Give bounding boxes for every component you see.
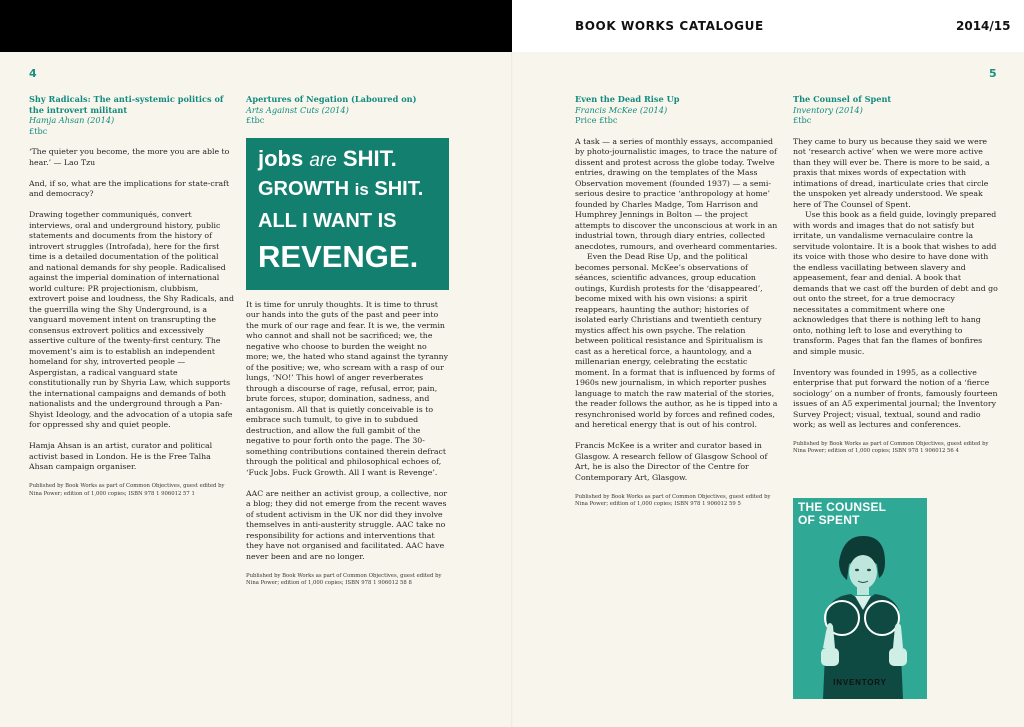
cover-label: INVENTORY bbox=[833, 678, 887, 687]
revenge-poster-image bbox=[246, 138, 449, 290]
entry-author: Inventory (2014) bbox=[793, 104, 863, 115]
entry-title: The Counsel of Spent bbox=[793, 94, 892, 104]
body-paragraph: A task — a series of monthly essays, accompanied by photo-journalistic images, to trace the nature of dissent and protest across the globe today. Twelve entries, drawing on the templates of the Mass Observation movement (founded 1937) — a semi-serious desire to practice ‘anthropology at home’ founded by Charles Madge, Tom Harrison and Humphrey Jennings in Bolton — the project attempts to discover the unconscious at work in an industrial town, through diary entries, collected anecdotes, rumours, and overheard commentaries. bbox=[575, 136, 778, 251]
body-paragraph: AAC are neither an activist group, a collective, nor a blog; they did not emerge from the recent waves of student activism in the UK nor did they involve themselves in anti-austerity struggle. AAC take no responsibility for actions and interventions that they have not organised and facilitated. AAC have never been and are no longer. bbox=[246, 488, 448, 561]
catalogue-title: BOOK WORKS CATALOGUE bbox=[575, 19, 764, 33]
portrait-figure-icon bbox=[793, 498, 927, 699]
entry-price: £tbc bbox=[29, 125, 48, 136]
publication-note: Published by Book Works as part of Common Objectives, guest edited by Nina Power; edition of 1,000 copies; ISBN 978 1 906012 59 5 bbox=[575, 493, 771, 507]
body-paragraph: And, if so, what are the implications for state-craft and democracy? bbox=[29, 178, 230, 199]
entry-shy-radicals bbox=[29, 94, 234, 498]
entry-even-the-dead-rise-up bbox=[575, 94, 780, 508]
publication-note: Published by Book Works as part of Common Objectives, guest edited by Nina Power; edition of 1,000 copies; ISBN 978 1 906012 57 1 bbox=[29, 483, 225, 497]
entry-title: Shy Radicals: The anti-systemic politics of the introvert militant bbox=[29, 94, 224, 115]
entry-body bbox=[246, 300, 451, 563]
body-paragraph: Drawing together communiqués, convert interviews, oral and underground history, public statements and documents from the history of introvert struggles (Introfada), here for the first time is a detailed documentation of the political and national demands for shy people. Radicalised against the imperial domination of international world culture: PR projectionism, clubbism, extrovert poise and loudness, the Shy Radicals, and the guerrilla wing the Shy Underground, is a vanguard movement intent on transrupting the consensus extrovert politics and excessively assertive culture of the twenty-first century. The movement’s aim is to establish an independent homeland for shy, introverted people — Aspergistan, a radical vanguard state constitutionally run by Shyria Law, which supports the international campaigns and demands of both nationalists and the underground through a Pan-Shyist Ideology, and the advocation of a utopia safe for oppressed shy and quiet people. bbox=[29, 210, 234, 430]
entry-title: Even the Dead Rise Up bbox=[575, 94, 680, 104]
body-paragraph: It is time for unruly thoughts. It is time to thrust our hands into the guts of the past and peer into the murk of our rage and fear. It is we, the vermin who cannot and shall not be sacrificed; we, the negative who choose to burden the weight no more; we, the hated who stand against the tyranny of the positive; we, who scream with a rasp of our lungs, ‘NO!’ This howl of anger reverberates through a discourse of rage, refusal, error, pain, brute forces, stupor, domination, sadness, and antagonism. All that is quietly conceivable is to embrace such tumult, to give in to subdued destruction, and allow the full gambit of the negative to pour forth onto the page. The 30-something contributions contained therein defract through the political and philosophical echoes of, ‘Fuck Jobs. Fuck Growth. All I want is Revenge’. bbox=[246, 299, 449, 477]
entry-author: Francis McKee (2014) bbox=[575, 104, 668, 115]
body-paragraph: Use this book as a field guide, lovingly prepared with words and images that do not satisfy but irritate, un vandalisme vernaculaire contre la servitude volontaire. It is a book that wishes to add its voice with those who desire to have done with the endless vacillating between slavery and appeasement, fear and denial. A book that demands that we cast off the burden of debt and go out onto the street, for a true democracy necessitates a commitment where one acknowledges that there is nothing left to hang onto, nothing left to lose and everything to transform. Pages that fan the flames of bonfires and simple music. bbox=[793, 210, 998, 356]
entry-apertures-of-negation bbox=[246, 94, 451, 587]
page-number-right: 5 bbox=[989, 67, 997, 80]
entry-body bbox=[793, 137, 998, 431]
body-paragraph: ‘The quieter you become, the more you are able to hear.’ — Lao Tzu bbox=[29, 147, 230, 167]
entry-author: Arts Against Cuts (2014) bbox=[246, 104, 349, 115]
entry-body bbox=[29, 147, 234, 473]
counsel-of-spent-cover-image bbox=[793, 498, 927, 699]
poster-line-2: GROWTH is SHIT. bbox=[258, 177, 424, 200]
page-number-left: 4 bbox=[29, 67, 37, 80]
body-paragraph: Francis McKee is a writer and curator based in Glasgow. A research fellow of Glasgow School of Art, he is also the Director of the Centre for Contemporary Art, Glasgow. bbox=[575, 441, 768, 482]
poster-line-3: ALL I WANT IS bbox=[258, 209, 397, 232]
poster-line-4: REVENGE. bbox=[258, 238, 419, 274]
entry-price: £tbc bbox=[793, 115, 812, 126]
page-gutter bbox=[511, 52, 513, 727]
header-black-band bbox=[0, 0, 512, 52]
cover-title: THE COUNSEL OF SPENT bbox=[798, 500, 887, 527]
body-paragraph: Hamja Ahsan is an artist, curator and political activist based in London. He is the Free Talha Ahsan campaign organiser. bbox=[29, 441, 213, 472]
publication-note: Published by Book Works as part of Common Objectives, guest edited by Nina Power; edition of 1,000 copies; ISBN 978 1 906012 58 8 bbox=[246, 572, 442, 586]
publication-note: Published by Book Works as part of Common Objectives, guest edited by Nina Power; edition of 1,000 copies; ISBN 978 1 906012 56 4 bbox=[793, 441, 989, 455]
poster-line-1: jobs are SHIT. bbox=[258, 145, 397, 171]
body-paragraph: Even the Dead Rise Up, and the political becomes personal. McKee’s observations of séances, scientific advances, group education outings, Kurdish protests for the ‘disappeared’, become mixed with his own visions: a spirit reappears, haunting the author; histories of isolated early Christians and twentieth century mystics affect his own psyche. The relation between political resistance and Spiritualism is cast as a heretical force, a hauntology, and a millenarian energy, celebrating the ecstatic moment. In a format that is influenced by forms of 1960s new journalism, in which reporter pushes language to match the raw material of the stories, the reader follows the author, as he is tipped into a resynchronised world by forces and refined codes, and heretical energy that is out of his control. bbox=[575, 252, 778, 430]
entry-price: Price £tbc bbox=[575, 115, 618, 126]
entry-author: Hamja Ahsan (2014) bbox=[29, 115, 115, 126]
entry-title: Apertures of Negation (Laboured on) bbox=[246, 94, 417, 104]
entry-counsel-of-spent bbox=[793, 94, 998, 456]
entry-price: £tbc bbox=[246, 115, 265, 126]
catalogue-year: 2014/15 bbox=[956, 19, 1011, 33]
body-paragraph: Inventory was founded in 1995, as a collective enterprise that put forward the notion of a ‘fierce sociology’ on a number of fronts, famously fourteen issues of an A5 experimental journal; the Inventory Survey Project; visual, textual, sound and radio work; as well as lectures and conferences. bbox=[793, 367, 998, 430]
body-paragraph: They came to bury us because they said we were not ‘research active’ when we were more active than they will ever be. There is more to be said, a praxis that mixes words of expectation with intimations of dread, inarticulate cries that circle the unspoken yet already understood. We speak here of The Counsel of Spent. bbox=[793, 136, 990, 209]
entry-body bbox=[575, 137, 780, 484]
